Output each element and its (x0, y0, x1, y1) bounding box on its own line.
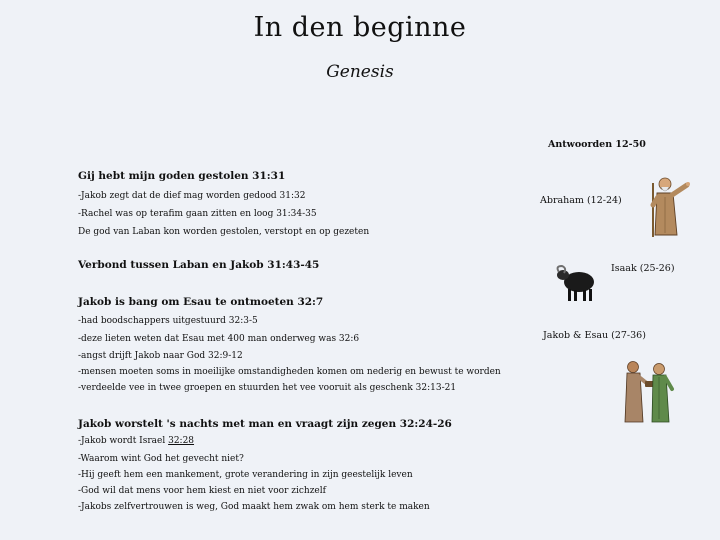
section-line: -mensen moeten soms in moeilijke omstandigheden komen om nederig en bewust te worden (78, 367, 501, 377)
section-heading-stolen-gods: Gij hebt mijn goden gestolen 31:31 (78, 170, 286, 182)
section-line: -God wil dat mens voor hem kiest en niet voor zichzelf (78, 486, 326, 496)
section-line (78, 436, 194, 446)
line-text: -Jakob wordt Israel (78, 436, 169, 446)
section-heading-wrestling: Jakob worstelt 's nachts met man en vraagt zijn zegen 32:24-26 (78, 418, 452, 430)
jacob-esau-figure-icon (619, 359, 675, 425)
ram-icon (553, 262, 599, 304)
page-subtitle: Genesis (326, 62, 394, 82)
section-heading-afraid-of-esau: Jakob is bang om Esau te ontmoeten 32:7 (78, 296, 324, 308)
answer-jacob-esau: Jakob & Esau (27-36) (543, 330, 646, 341)
section-line: -had boodschappers uitgestuurd 32:3-5 (78, 316, 258, 326)
answers-header: Antwoorden 12-50 (548, 139, 646, 150)
page-title: In den beginne (253, 12, 467, 43)
abraham-figure-icon (643, 175, 693, 239)
section-line: -Hij geeft hem een mankement, grote verandering in zijn geestelijk leven (78, 470, 413, 480)
section-line: De god van Laban kon worden gestolen, verstopt en op gezeten (78, 227, 370, 237)
section-line: -Waarom wint God het gevecht niet? (78, 454, 244, 464)
section-heading-covenant: Verbond tussen Laban en Jakob 31:43-45 (78, 259, 320, 271)
section-line: -verdeelde vee in twee groepen en stuurden het vee vooruit als geschenk 32:13-21 (78, 383, 457, 393)
section-line: -Jakobs zelfvertrouwen is weg, God maakt hem zwak om hem sterk te maken (78, 502, 430, 512)
section-line: -Rachel was op terafim gaan zitten en loog 31:34-35 (78, 209, 317, 219)
answer-isaac: Isaak (25-26) (611, 263, 675, 274)
section-line: -deze lieten weten dat Esau met 400 man onderweg was 32:6 (78, 334, 360, 344)
section-line: -angst drijft Jakob naar God 32:9-12 (78, 351, 243, 361)
answer-abraham: Abraham (12-24) (540, 195, 622, 206)
scripture-reference: 32:28 (168, 436, 195, 446)
section-line: -Jakob zegt dat de dief mag worden gedood 31:32 (78, 191, 306, 201)
